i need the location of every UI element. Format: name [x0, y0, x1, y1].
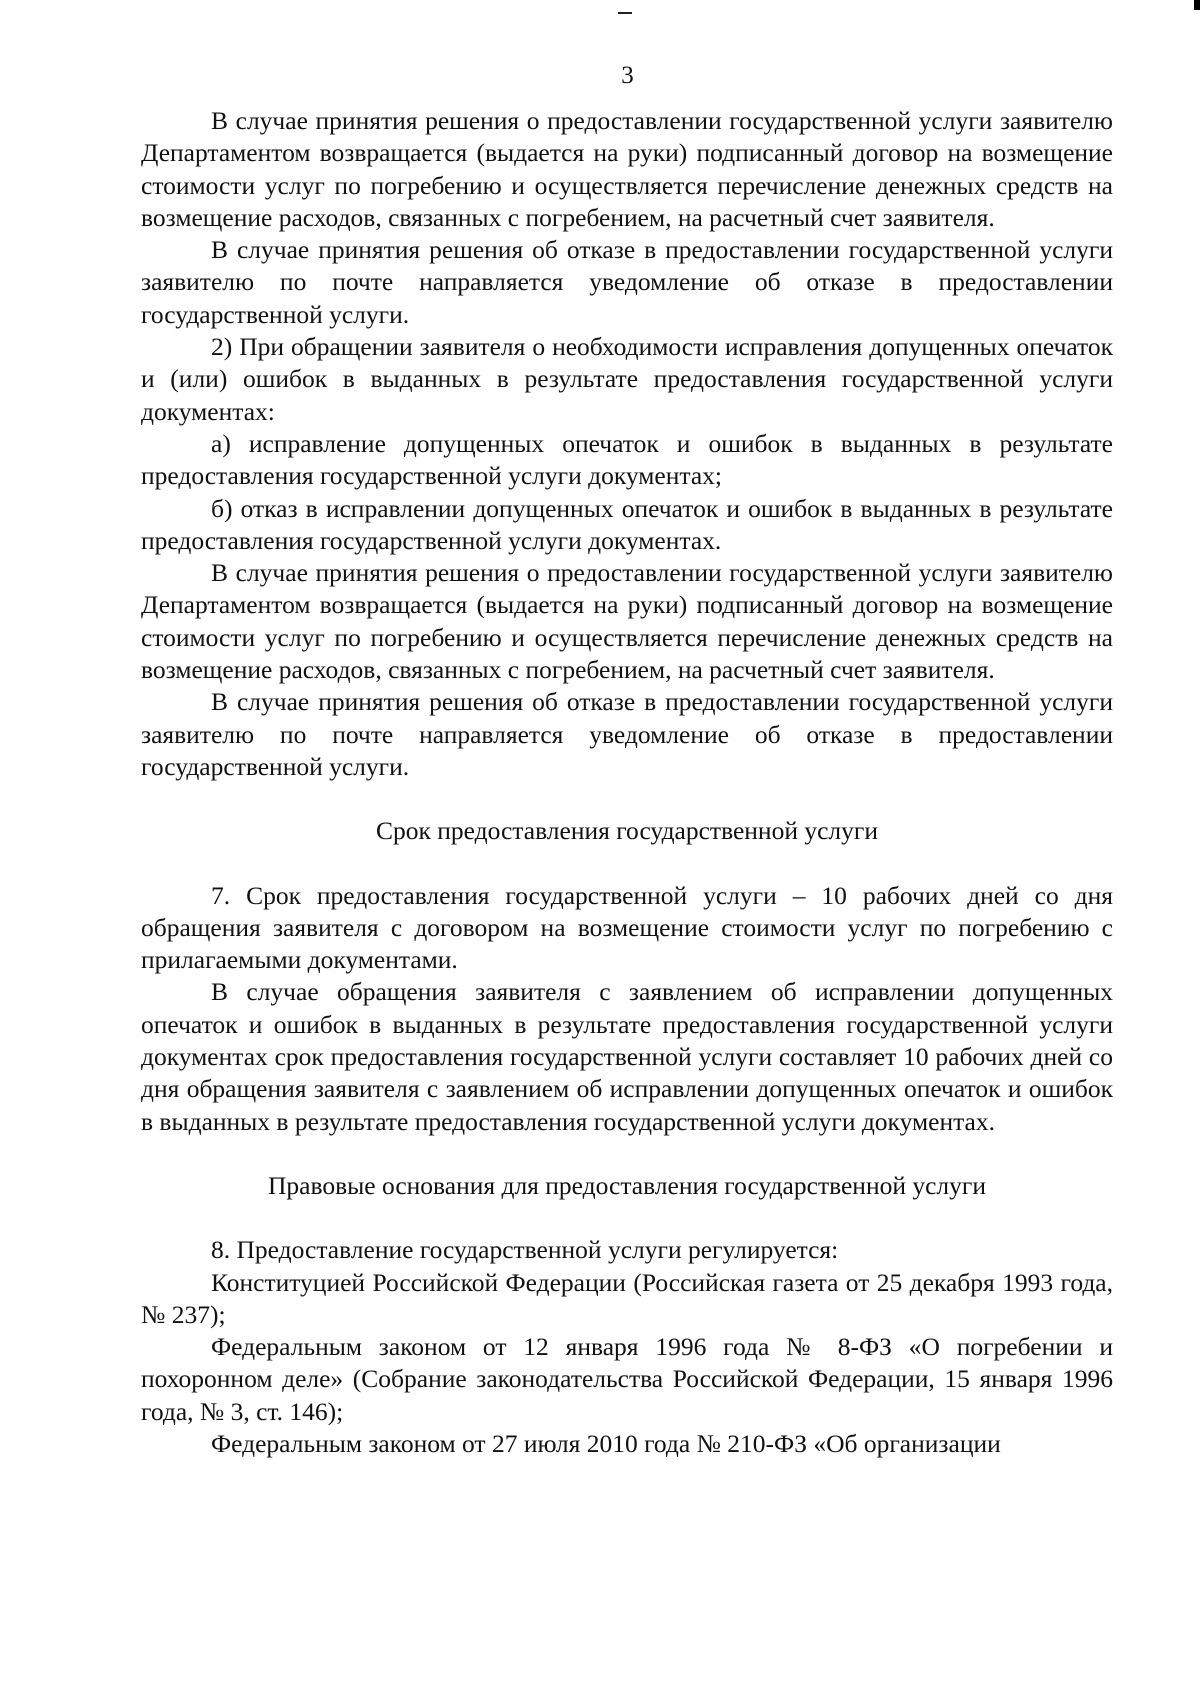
spacer	[141, 1202, 1113, 1234]
paragraph: а) исправление допущенных опечаток и ошибок в выданных в результате предоставления государственной услуги документах;	[141, 428, 1113, 491]
page-number: 3	[621, 62, 634, 89]
scan-mark-corner	[1194, 0, 1200, 10]
spacer	[141, 848, 1113, 880]
paragraph: В случае принятия решения об отказе в предоставлении государственной услуги заявителю по почте направляется уведомление об отказе в предоставлении государственной услуги.	[141, 687, 1113, 781]
document-body	[141, 105, 1113, 1460]
spacer	[141, 1138, 1113, 1170]
paragraph: В случае принятия решения о предоставлении государственной услуги заявителю Департаментом возвращается (выдается на руки) подписанный договор на возмещение стоимости услуг по погребению и осуществляется перечисление денежных средств на возмещение расходов, связанных с погребением, на расчетный счет заявителя.	[141, 558, 1113, 685]
paragraph: 7. Срок предоставления государственной услуги – 10 рабочих дней со дня обращения заявителя с договором на возмещение стоимости услуг по погребению с прилагаемыми документами.	[141, 880, 1113, 975]
paragraph: Федеральным законом от 12 января 1996 года № 8-ФЗ «О погребении и похоронном деле» (Собрание законодательства Российской Федерации, 15 января 1996 года, № 3, ст. 146);	[141, 1332, 1113, 1426]
scan-mark-top	[618, 12, 632, 14]
section-heading-term: Срок предоставления государственной услуги	[375, 816, 878, 846]
section-term	[141, 880, 1113, 1138]
paragraph: б) отказ в исправлении допущенных опечаток и ошибок в выданных в результате предоставления государственной услуги документах.	[141, 493, 1113, 555]
spacer	[141, 783, 1113, 815]
section-legal-basis	[141, 1234, 1113, 1460]
paragraph: В случае принятия решения об отказе в предоставлении государственной услуги заявителю по почте направляется уведомление об отказе в предоставлении государственной услуги.	[141, 235, 1113, 329]
paragraph: Федеральным законом от 27 июля 2010 года № 210-ФЗ «Об организации	[211, 1428, 1001, 1458]
paragraph: 8. Предоставление государственной услуги регулируется:	[211, 1235, 839, 1265]
paragraph: Конституцией Российской Федерации (Российская газета от 25 декабря 1993 года, № 237);	[141, 1267, 1113, 1329]
section-procedure	[141, 105, 1113, 783]
section-heading-legal-basis: Правовые основания для предоставления государственной услуги	[267, 1170, 987, 1200]
paragraph: В случае принятия решения о предоставлении государственной услуги заявителю Департаментом возвращается (выдается на руки) подписанный договор на возмещение стоимости услуг по погребению и осуществляется перечисление денежных средств на возмещение расходов, связанных с погребением, на расчетный счет заявителя.	[141, 106, 1113, 232]
paragraph: В случае обращения заявителя с заявлением об исправлении допущенных опечаток и ошибок в выданных в результате предоставления государственной услуги документах срок предоставления государственной услуги составляет 10 рабочих дней со дня обращения заявителя с заявлением об исправлении допущенных опечаток и ошибок в выданных в результате предоставления государственной услуги документах.	[141, 977, 1113, 1136]
paragraph: 2) При обращении заявителя о необходимости исправления допущенных опечаток и (или) ошибок в выданных в результате предоставления государственной услуги документах:	[141, 332, 1113, 426]
